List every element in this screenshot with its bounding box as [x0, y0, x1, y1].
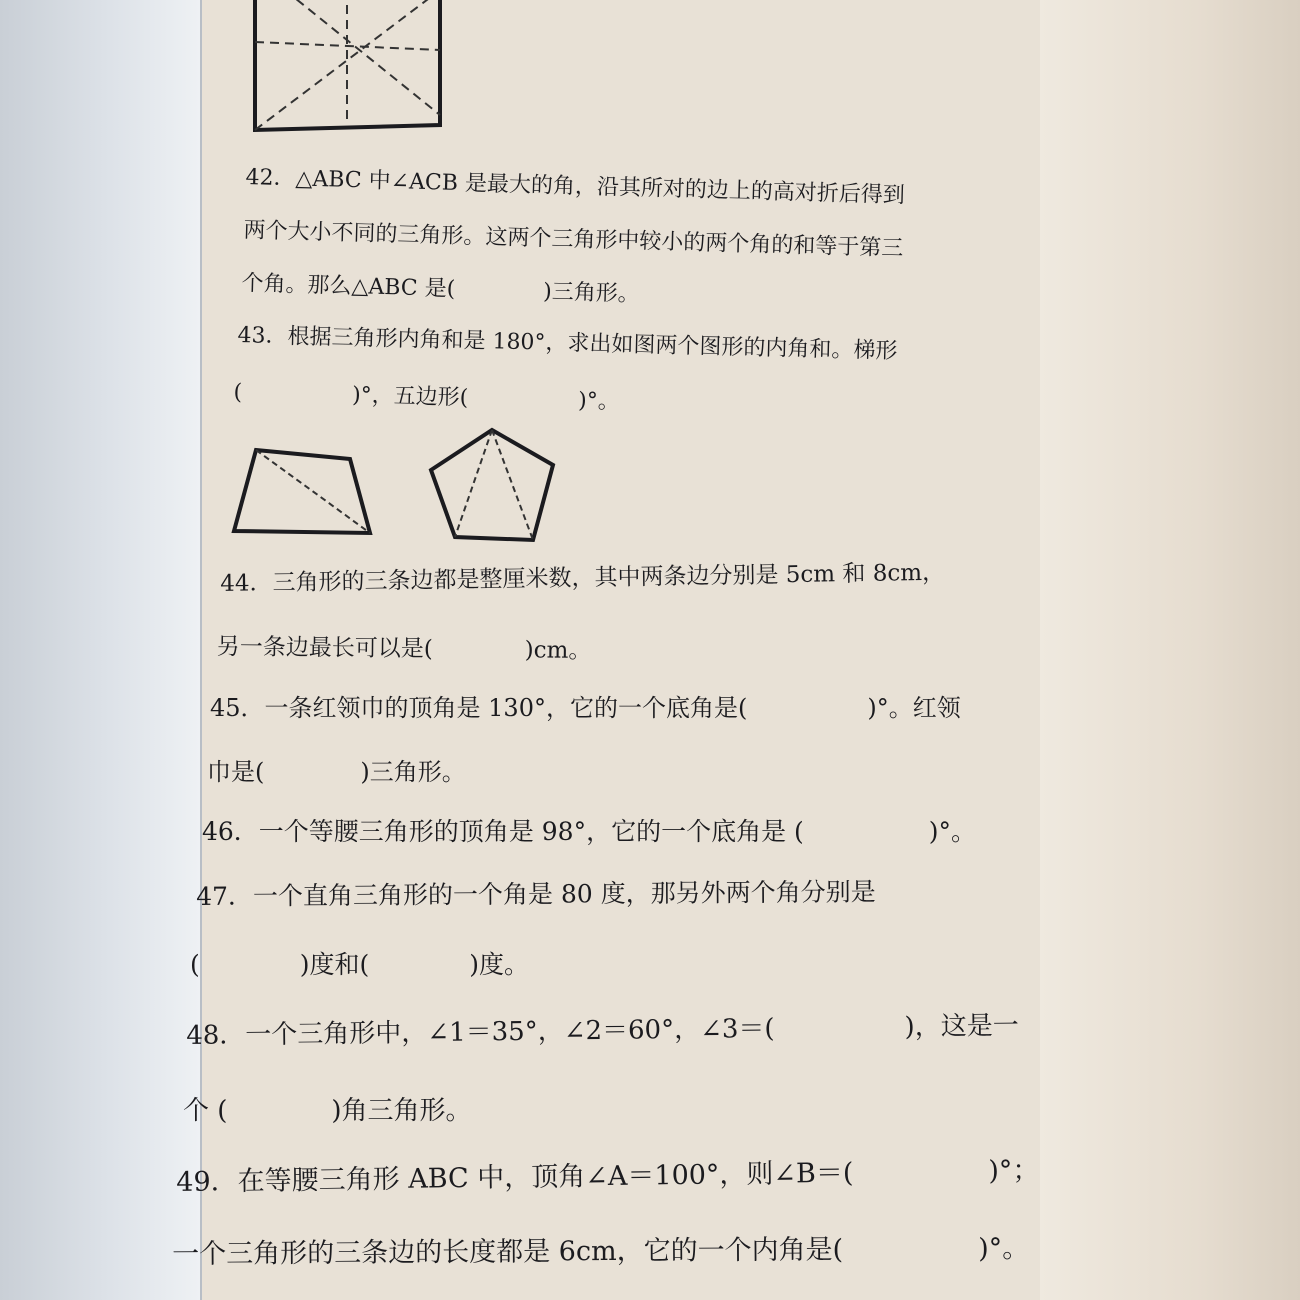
question-42-line-1: 42．△ABC 中∠ACB 是最大的角，沿其所对的边上的高对折后得到: [245, 164, 906, 209]
question-42-line-3: 个角。那么△ABC 是( )三角形。: [241, 270, 641, 308]
question-45-line-2: 巾是( )三角形。: [207, 758, 466, 786]
question-49-line-1: 49．在等腰三角形 ABC 中，顶角∠A＝100°，则∠B＝( )°；: [176, 1154, 1040, 1198]
pentagon-figure: [425, 425, 560, 545]
desk-background: [1040, 0, 1300, 1300]
question-46-line-1: 46．一个等腰三角形的顶角是 98°，它的一个底角是 ( )°。: [202, 817, 977, 846]
question-47-line-1: 47．一个直角三角形的一个角是 80 度，那另外两个角分别是: [196, 877, 876, 911]
left-page-edge: [0, 0, 202, 1300]
question-47-line-2: ( )度和( )度。: [190, 950, 530, 979]
question-42-line-2: 两个大小不同的三角形。这两个三角形中较小的两个角的和等于第三: [243, 217, 904, 262]
question-43-line-1: 43．根据三角形内角和是 180°，求出如图两个图形的内角和。梯形: [237, 322, 898, 365]
square-fold-figure: [245, 0, 455, 145]
question-48-line-1: 48．一个三角形中，∠1＝35°，∠2＝60°，∠3＝( )，这是一: [186, 1010, 1019, 1051]
trapezoid-figure: [228, 445, 378, 540]
question-44-line-1: 44．三角形的三条边都是整厘米数，其中两条边分别是 5cm 和 8cm，: [220, 559, 946, 597]
question-44-line-2: 另一条边最长可以是( )cm。: [216, 633, 592, 664]
question-45-line-1: 45．一条红领巾的顶角是 130°，它的一个底角是( )°。红领: [210, 694, 961, 722]
question-48-line-2: 个 ( )角三角形。: [183, 1096, 472, 1126]
question-43-line-2: ( )°，五边形( )°。: [233, 379, 621, 415]
question-49-line-2: 一个三角形的三条边的长度都是 6cm，它的一个内角是( )°。: [172, 1233, 1030, 1270]
